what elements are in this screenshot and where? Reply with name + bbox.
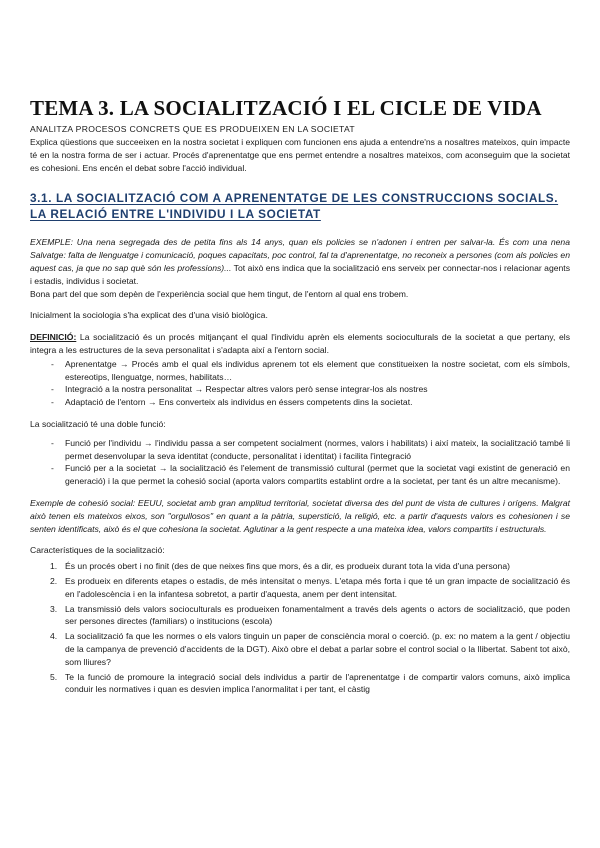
- list-item: 2. Es produeix en diferents etapes o estadis, de més intensitat o menys. L'etapa més forta i que té un gran impacte de socialització és en l'adolescència i en la infantesa sobretot, a partir d'aquesta, anem per dent intensitat.: [50, 575, 570, 599]
- list-item-text: Te la funció de promoure la integració social dels individus a partir de l'aprenentatge i de compartir valors comuns, això implica conduir les normatives i quan es desvien implica l'anormalitat i per tant, el càstig: [65, 671, 570, 695]
- example-italic: EXEMPLE: Una nena segregada des de petita fins als 14 anys, quan els policies se n'adonen i entren per salvar-la. És com una nena Salvatge: falta de llenguatge i comunicació, poques capacitats, poc control, fal ta d'aprenentatge, no reconeix a persones (com als policies en aquest cas, ja que no sap què són les professions)...: [30, 237, 570, 273]
- double-function-paragraph: La socialització té una doble funció:: [30, 418, 166, 429]
- list-item-text: Es produeix en diferents etapes o estadis, de més intensitat o menys. L'etapa més forta i que té un gran impacte de socialització és en l'adolescència i en la infantesa sobretot, a partir d'aquesta, anem per dent intensitat.: [65, 575, 570, 599]
- list-item: 5. Te la funció de promoure la integració social dels individus a partir de l'aprenentatge i de compartir valors comuns, això implica conduir les normatives i quan es desvien implica l'anormalitat i per tant, el càstig: [50, 671, 570, 695]
- list-item-text: Funció per a la societat → la socialització és l'element de transmissió cultural (permet que la societat vagi existint de generació en generació) i la que permet la cohesió social (aporta valors compartits establint ordre a la societat, per tant és un altre mecanisme).: [65, 463, 570, 487]
- list-item-text: Funció per l'individu → l'individu passa a ser competent socialment (normes, valors i habilitats) i així mateix, la socialització també li permet desenvolupar la seva identitat (conducte, personalitat i identitat) i facilita l'integració: [65, 437, 570, 461]
- list-item: - Funció per l'individu → l'individu passa a ser competent socialment (normes, valors i habilitats) i així mateix, la socialització també li permet desenvolupar la seva identitat (conducte, personalitat i identitat) i facilita l'integració: [51, 437, 570, 461]
- definition-text: La socialització és un procés mitjançant el qual l'individu aprèn els elements socioculturals de la societat a que pertany, els integra a les estructures de la seva personalitat i s'adapta així a l'entorn social.: [30, 332, 570, 355]
- definition-label: DEFINICIÓ:: [30, 332, 77, 343]
- experience-paragraph: Bona part del que som depèn de l'experiència social que hem tingut, de l'entorn al qual ens trobem.: [30, 288, 409, 299]
- list-item: - Funció per a la societat → la socialització és l'element de transmissió cultural (permet que la societat vagi existint de generació en generació) i la que permet la cohesió social (aporta valors compartits establint ordre a la societat, per tant és un altre mecanisme).: [51, 463, 570, 487]
- list-item: 1. És un procés obert i no finit (des de que neixes fins que mors, és a dir, es produeix durant tota la vida d'una persona): [50, 561, 510, 572]
- list-item: - Adaptació de l'entorn → Ens converteix als individus en éssers competents dins la societat.: [51, 397, 413, 408]
- list-item-text: Aprenentatge → Procés amb el qual els individus aprenem tot els element que constitueixen la nostre societat, com els símbols, estereotips, llenguatge, normes, habilitats…: [65, 358, 570, 382]
- list-item-text: Adaptació de l'entorn → Ens converteix als individus en éssers competents dins la societat.: [65, 397, 413, 408]
- definition-list: [30, 358, 570, 409]
- list-item: - Aprenentatge → Procés amb el qual els individus aprenem tot els element que constitueixen la nostre societat, com els símbols, estereotips, llenguatge, normes, habilitats…: [51, 358, 570, 382]
- list-item-text: És un procés obert i no finit (des de que neixes fins que mors, és a dir, es produeix durant tota la vida d'una persona): [65, 561, 510, 572]
- list-item: 3. La transmissió dels valors socioculturals es produeixen fonamentalment a través dels agents o actors de socialització, que poden ser persones directes (familiars) o institucions (escola): [50, 603, 570, 627]
- characteristics-heading: Característiques de la socialització:: [30, 545, 165, 556]
- section-heading: 3.1. LA SOCIALITZACIÓ COM A APRENENTATGE DE LES CONSTRUCCIONS SOCIALS. LA RELACIÓ ENTRE L'INDIVIDU I LA SOCIETAT: [30, 191, 559, 222]
- list-item: - Integració a la nostra personalitat → Respectar altres valors però sense integrar-los als nostres: [51, 384, 428, 395]
- list-item-text: Integració a la nostra personalitat → Respectar altres valors però sense integrar-los als nostres: [65, 384, 428, 395]
- example-paragraph: [30, 236, 570, 287]
- list-item-text: La socialització fa que les normes o els valors tinguin un paper de consciència moral o coerció. (p. ex: no matem a la gent / objectiu de la campanya de prevenció d'accidents de la DGT). Això obre el debat a parlar sobre el control social o la llibertat. Sabent tot això, som lliures?: [65, 631, 570, 667]
- characteristics-list: [30, 560, 570, 696]
- list-item: 4. La socialització fa que les normes o els valors tinguin un paper de consciència moral o coerció. (p. ex: no matem a la gent / objectiu de la campanya de prevenció d'accidents de la DGT). Això obre el debat a parlar sobre el control social o la llibertat. Sabent tot això, som lliures?: [50, 631, 570, 667]
- definition-paragraph: [30, 331, 570, 357]
- biologic-paragraph: Inicialment la sociologia s'ha explicat des d'una visió biològica.: [30, 310, 268, 321]
- example-rest: Tot això ens indica que la socialització ens serveix per connectar-nos i relacionar agents i estadis, individus i societat.: [30, 262, 570, 286]
- page-title: TEMA 3. LA SOCIALITZACIÓ I EL CICLE DE VIDA: [30, 96, 542, 120]
- list-item-text: La transmissió dels valors socioculturals es produeixen fonamentalment a través dels agents o actors de socialització, que poden ser persones directes (familiars) o institucions (escola): [65, 603, 570, 627]
- intro-paragraph: Explica qüestions que succeeixen en la nostra societat i expliquen com funcionen ens ajuda a entendre'ns a nosaltres mateixos, quin impacte té en la nostra forma de ser i actuar. Procés d'aprenentatge que ens permet entendre a nosaltres mateixos, com aconseguim que la societat es cohesioni. Ens encén el debat sobre l'acció individual.: [30, 137, 570, 173]
- cohesion-example-paragraph: Exemple de cohesió social: EEUU, societat amb gran amplitud territorial, societat diversa des del punt de vista de cultures i orígens. Malgrat això tenen els mateixos eixos, son "orgullosos" en quant a la pàtria, superstició, la religió, etc. a partir d'aquests valors es cohesionen i se senten identificats, això és el que cohesiona la societat. Aglutinar a la gent respecte a una mateixa idea, valors compartits i estructurals.: [30, 497, 570, 534]
- page-subtitle: ANALITZA PROCESOS CONCRETS QUE ES PRODUEIXEN EN LA SOCIETAT: [30, 124, 355, 134]
- function-list: [30, 437, 570, 488]
